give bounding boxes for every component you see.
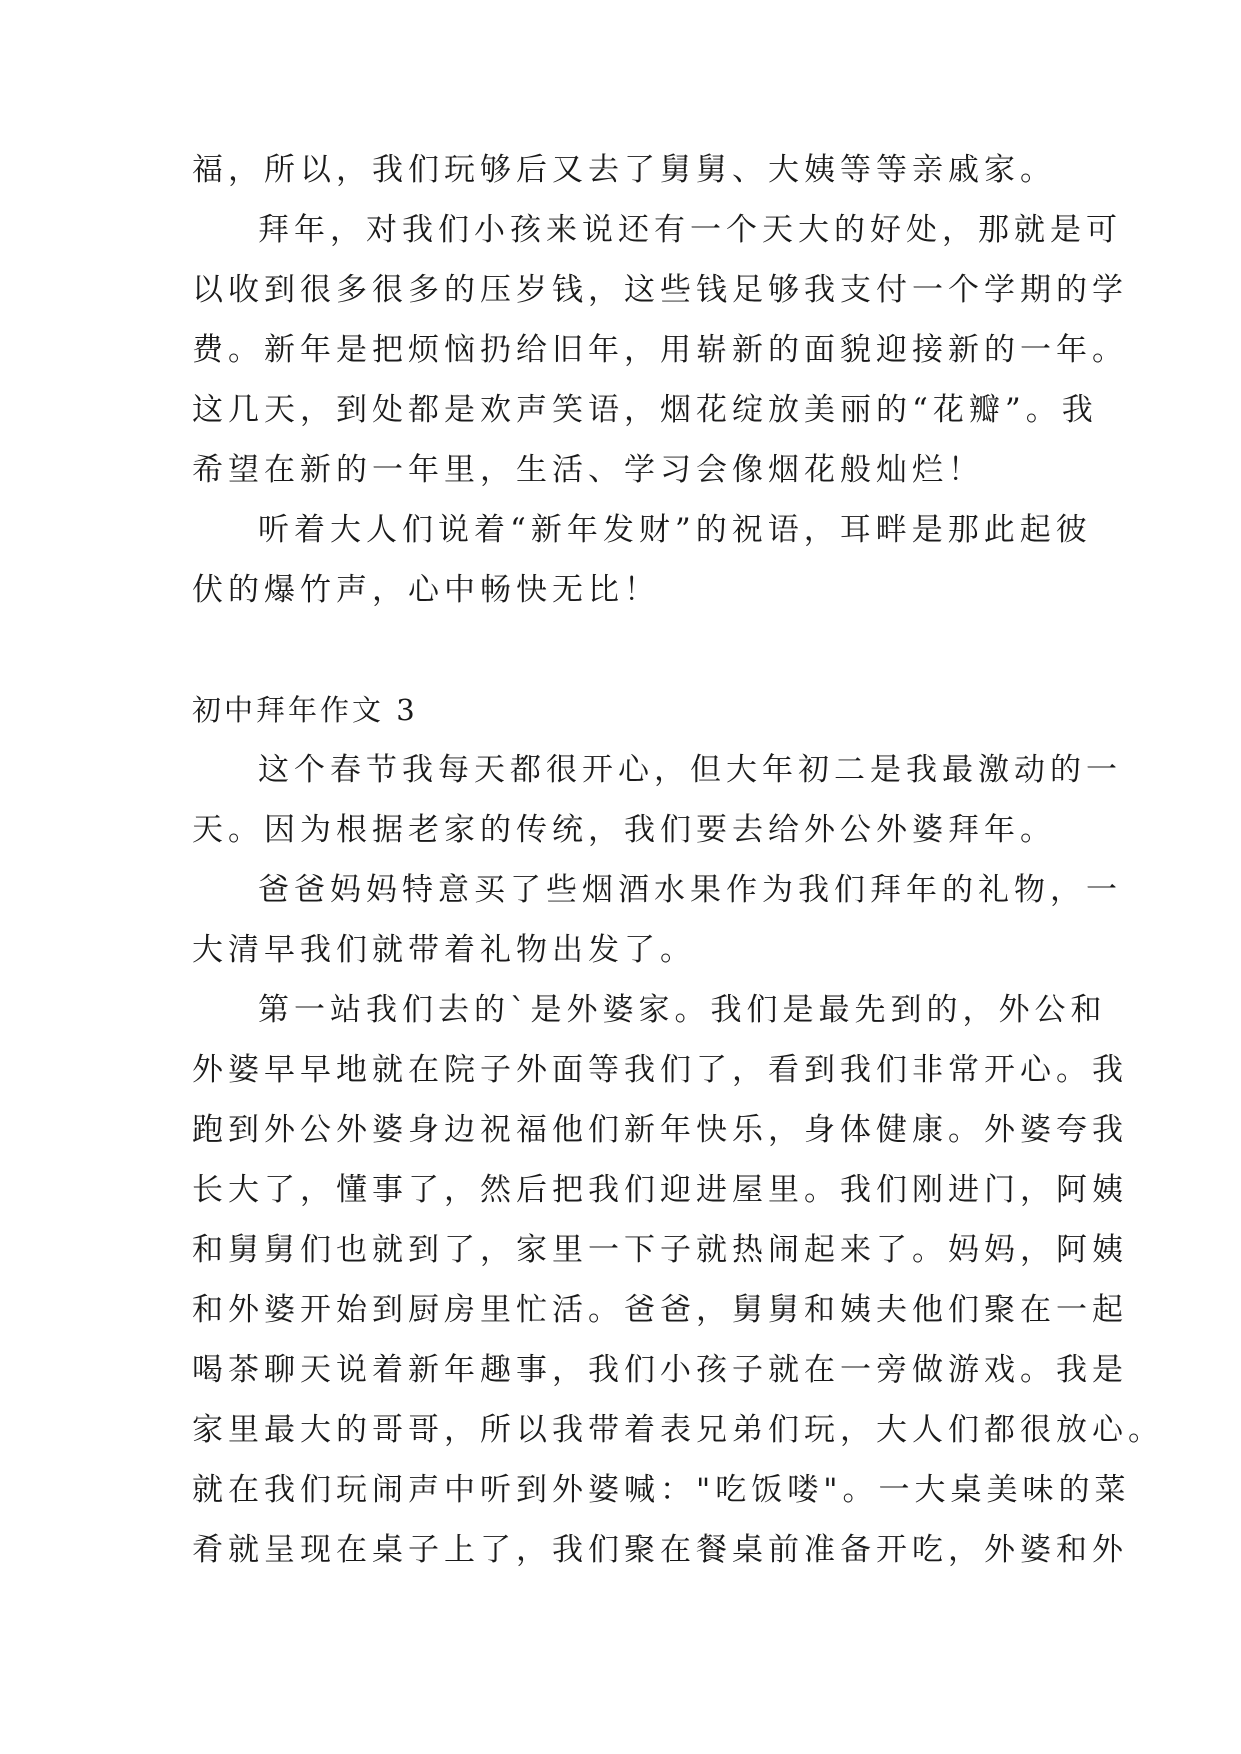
- text-line: 大清早我们就带着礼物出发了。: [192, 932, 696, 968]
- text-line: 和舅舅们也就到了，家里一下子就热闹起来了。妈妈，阿姨: [192, 1232, 1128, 1268]
- text-line: 跑到外公外婆身边祝福他们新年快乐，身体健康。外婆夸我: [192, 1112, 1128, 1148]
- text-line: 天。因为根据老家的传统，我们要去给外公外婆拜年。: [192, 812, 1056, 848]
- text-line: 外婆早早地就在院子外面等我们了，看到我们非常开心。我: [192, 1052, 1128, 1088]
- paragraph-start-line: 爸爸妈妈特意买了些烟酒水果作为我们拜年的礼物，一: [258, 872, 1122, 908]
- paragraph-start-line: 听着大人们说着“新年发财”的祝语，耳畔是那此起彼: [258, 512, 1092, 548]
- text-line: 家里最大的哥哥，所以我带着表兄弟们玩，大人们都很放心。: [192, 1412, 1164, 1448]
- text-line: 就在我们玩闹声中听到外婆喊："吃饭喽"。一大桌美味的菜: [192, 1472, 1131, 1508]
- paragraph-start-line: 这个春节我每天都很开心，但大年初二是我最激动的一: [258, 752, 1122, 788]
- paragraph-start-line: 拜年，对我们小孩来说还有一个天大的好处，那就是可: [258, 212, 1122, 248]
- text-line: 这几天，到处都是欢声笑语，烟花绽放美丽的“花瓣”。我: [192, 392, 1098, 428]
- text-line: 以收到很多很多的压岁钱，这些钱足够我支付一个学期的学: [192, 272, 1128, 308]
- section-title: 初中拜年作文 3: [192, 693, 418, 727]
- text-line: 伏的爆竹声，心中畅快无比！: [192, 572, 660, 608]
- text-line: 福，所以，我们玩够后又去了舅舅、大姨等等亲戚家。: [192, 152, 1056, 188]
- text-line: 费。新年是把烦恼扔给旧年，用崭新的面貌迎接新的一年。: [192, 332, 1128, 368]
- text-line: 喝茶聊天说着新年趣事，我们小孩子就在一旁做游戏。我是: [192, 1352, 1128, 1388]
- text-line: 长大了，懂事了，然后把我们迎进屋里。我们刚进门，阿姨: [192, 1172, 1128, 1208]
- text-line: 希望在新的一年里，生活、学习会像烟花般灿烂！: [192, 452, 984, 488]
- paragraph-start-line: 第一站我们去的`是外婆家。我们是最先到的，外公和: [258, 992, 1107, 1028]
- text-line: 肴就呈现在桌子上了，我们聚在餐桌前准备开吃，外婆和外: [192, 1532, 1128, 1568]
- text-line: 和外婆开始到厨房里忙活。爸爸，舅舅和姨夫他们聚在一起: [192, 1292, 1128, 1328]
